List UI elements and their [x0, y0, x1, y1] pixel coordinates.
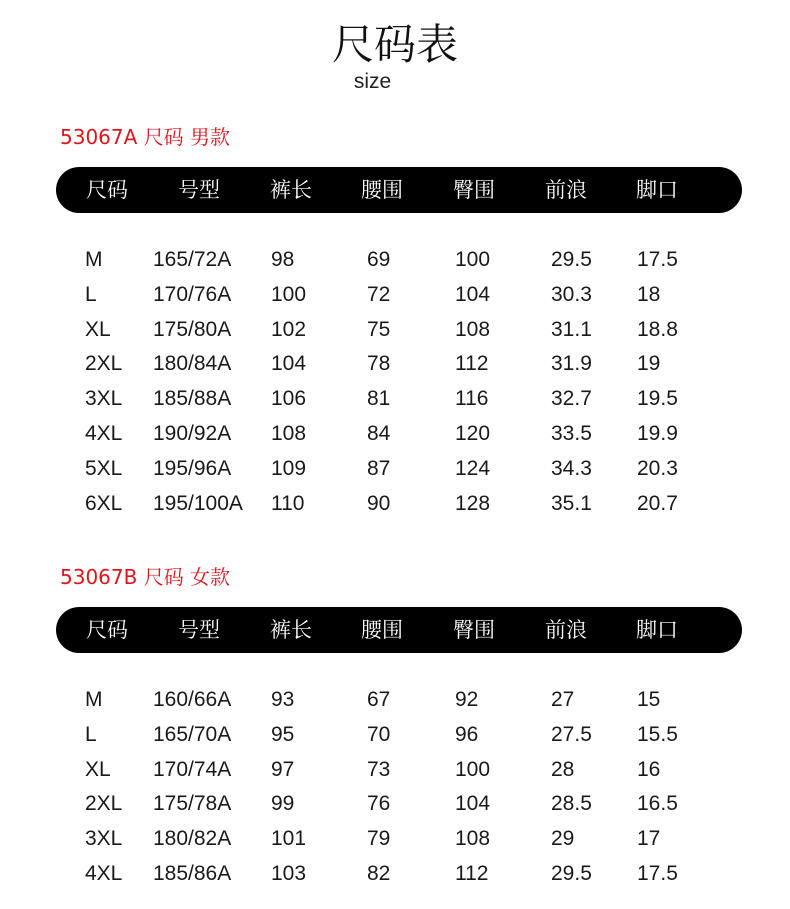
- cell-waist: 69: [367, 248, 391, 271]
- cell-waist: 76: [367, 792, 391, 815]
- cell-waist: 79: [367, 827, 391, 850]
- cell-leg-opening: 16: [637, 758, 661, 781]
- cell-hip: 100: [455, 248, 491, 271]
- cell-leg-opening: 19: [637, 352, 661, 375]
- cell-hip: 116: [455, 387, 489, 410]
- cell-leg-opening: 15: [637, 688, 661, 711]
- table-row: [0, 242, 790, 277]
- cell-size: 2XL: [85, 792, 123, 815]
- cell-model: 170/76A: [153, 283, 232, 306]
- cell-model: 190/92A: [153, 422, 232, 445]
- cell-front-rise: 31.9: [551, 352, 592, 375]
- header-model: 号型: [178, 618, 220, 642]
- cell-front-rise: 33.5: [551, 422, 592, 445]
- cell-pants-length: 99: [271, 792, 295, 815]
- cell-size: L: [85, 723, 97, 746]
- cell-pants-length: 104: [271, 352, 307, 375]
- table-row: [0, 486, 790, 521]
- cell-size: 2XL: [85, 352, 123, 375]
- header-pants-length: 裤长: [270, 178, 312, 202]
- cell-model: 160/66A: [153, 688, 232, 711]
- cell-pants-length: 110: [271, 492, 305, 515]
- cell-size: 4XL: [85, 862, 123, 885]
- header-waist: 腰围: [361, 618, 403, 642]
- cell-model: 195/96A: [153, 457, 232, 480]
- cell-size: M: [85, 248, 103, 271]
- cell-leg-opening: 18.8: [637, 318, 678, 341]
- cell-leg-opening: 18: [637, 283, 661, 306]
- table-row: [0, 821, 790, 856]
- cell-pants-length: 93: [271, 688, 295, 711]
- cell-front-rise: 29: [551, 827, 575, 850]
- cell-leg-opening: 20.3: [637, 457, 678, 480]
- cell-size: 3XL: [85, 827, 123, 850]
- table-row: [0, 752, 790, 787]
- header-size: 尺码: [86, 178, 128, 202]
- cell-waist: 87: [367, 457, 391, 480]
- cell-front-rise: 27.5: [551, 723, 592, 746]
- cell-waist: 73: [367, 758, 391, 781]
- header-waist: 腰围: [361, 178, 403, 202]
- cell-model: 165/70A: [153, 723, 232, 746]
- header-model: 号型: [178, 178, 220, 202]
- cell-model: 165/72A: [153, 248, 232, 271]
- cell-waist: 70: [367, 723, 391, 746]
- table-row: [0, 312, 790, 347]
- header-front-rise: 前浪: [545, 178, 587, 202]
- cell-waist: 67: [367, 688, 391, 711]
- section-label-men: 53067A 尺码 男款: [60, 125, 231, 149]
- cell-model: 185/88A: [153, 387, 232, 410]
- cell-front-rise: 34.3: [551, 457, 592, 480]
- cell-waist: 82: [367, 862, 391, 885]
- cell-front-rise: 30.3: [551, 283, 592, 306]
- cell-size: M: [85, 688, 103, 711]
- cell-front-rise: 28.5: [551, 792, 592, 815]
- cell-leg-opening: 15.5: [637, 723, 678, 746]
- cell-size: XL: [85, 758, 111, 781]
- cell-front-rise: 32.7: [551, 387, 592, 410]
- header-hip: 臀围: [453, 618, 495, 642]
- cell-waist: 84: [367, 422, 391, 445]
- page-title: 尺码表: [331, 20, 458, 69]
- cell-hip: 104: [455, 792, 491, 815]
- cell-leg-opening: 17.5: [637, 862, 678, 885]
- cell-pants-length: 109: [271, 457, 307, 480]
- cell-waist: 72: [367, 283, 391, 306]
- cell-hip: 96: [455, 723, 479, 746]
- cell-model: 180/82A: [153, 827, 232, 850]
- cell-front-rise: 29.5: [551, 248, 592, 271]
- cell-size: XL: [85, 318, 111, 341]
- header-pants-length: 裤长: [270, 618, 312, 642]
- cell-hip: 112: [455, 862, 489, 885]
- table-row: [0, 416, 790, 451]
- cell-front-rise: 29.5: [551, 862, 592, 885]
- cell-pants-length: 103: [271, 862, 307, 885]
- size-table-header-women: [56, 607, 742, 653]
- cell-pants-length: 98: [271, 248, 295, 271]
- cell-hip: 124: [455, 457, 491, 480]
- table-row: [0, 786, 790, 821]
- cell-size: L: [85, 283, 97, 306]
- cell-front-rise: 35.1: [551, 492, 592, 515]
- cell-hip: 112: [455, 352, 489, 375]
- cell-waist: 75: [367, 318, 391, 341]
- table-row: [0, 856, 790, 891]
- table-row: [0, 381, 790, 416]
- cell-hip: 92: [455, 688, 479, 711]
- cell-model: 175/80A: [153, 318, 232, 341]
- cell-leg-opening: 17.5: [637, 248, 678, 271]
- cell-front-rise: 28: [551, 758, 575, 781]
- cell-waist: 90: [367, 492, 391, 515]
- cell-pants-length: 100: [271, 283, 307, 306]
- cell-size: 6XL: [85, 492, 123, 515]
- cell-front-rise: 27: [551, 688, 575, 711]
- size-table-header-men: [56, 167, 742, 213]
- cell-hip: 100: [455, 758, 491, 781]
- cell-pants-length: 95: [271, 723, 295, 746]
- cell-hip: 108: [455, 318, 491, 341]
- header-leg-opening: 脚口: [636, 618, 678, 642]
- cell-hip: 128: [455, 492, 491, 515]
- table-row: [0, 451, 790, 486]
- cell-pants-length: 101: [271, 827, 307, 850]
- table-row: [0, 346, 790, 381]
- header-leg-opening: 脚口: [636, 178, 678, 202]
- cell-model: 175/78A: [153, 792, 232, 815]
- cell-pants-length: 102: [271, 318, 307, 341]
- cell-size: 4XL: [85, 422, 123, 445]
- cell-leg-opening: 19.5: [637, 387, 678, 410]
- header-size: 尺码: [86, 618, 128, 642]
- cell-size: 5XL: [85, 457, 123, 480]
- cell-hip: 104: [455, 283, 491, 306]
- cell-leg-opening: 17: [637, 827, 661, 850]
- cell-model: 180/84A: [153, 352, 232, 375]
- cell-hip: 120: [455, 422, 491, 445]
- cell-hip: 108: [455, 827, 491, 850]
- page-subtitle: size: [353, 70, 392, 93]
- cell-waist: 78: [367, 352, 391, 375]
- cell-size: 3XL: [85, 387, 123, 410]
- cell-front-rise: 31.1: [551, 318, 592, 341]
- cell-pants-length: 106: [271, 387, 307, 410]
- cell-pants-length: 97: [271, 758, 295, 781]
- cell-leg-opening: 16.5: [637, 792, 678, 815]
- cell-leg-opening: 19.9: [637, 422, 678, 445]
- cell-model: 185/86A: [153, 862, 232, 885]
- header-hip: 臀围: [453, 178, 495, 202]
- section-label-women: 53067B 尺码 女款: [60, 565, 231, 589]
- table-row: [0, 277, 790, 312]
- header-front-rise: 前浪: [545, 618, 587, 642]
- table-row: [0, 717, 790, 752]
- cell-model: 170/74A: [153, 758, 232, 781]
- cell-pants-length: 108: [271, 422, 307, 445]
- cell-model: 195/100A: [153, 492, 243, 515]
- cell-waist: 81: [367, 387, 391, 410]
- table-row: [0, 682, 790, 717]
- cell-leg-opening: 20.7: [637, 492, 678, 515]
